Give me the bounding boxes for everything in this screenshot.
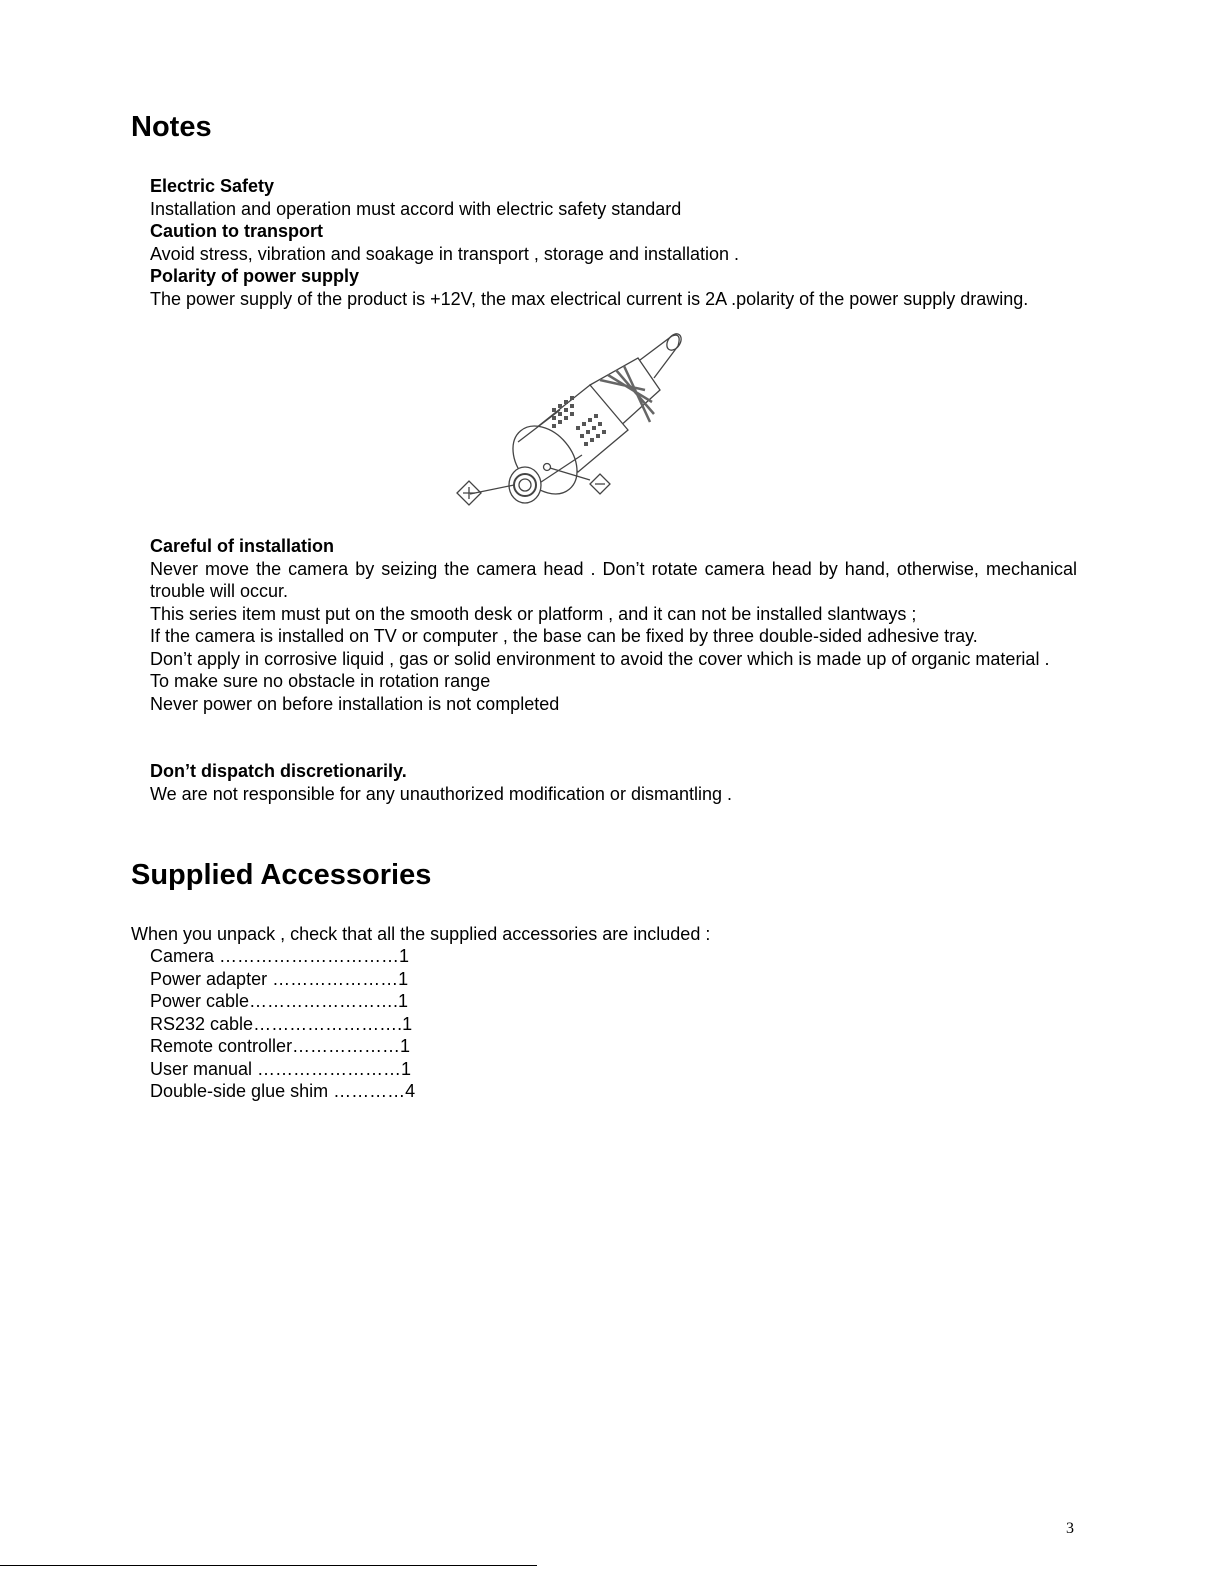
installation-line: This series item must put on the smooth desk or platform , and it can not be installed slantways ; [150,603,917,624]
polarity-title: Polarity of power supply [150,266,360,286]
accessories-heading: Supplied Accessories [131,859,432,891]
notes-section-top [150,175,1077,310]
power-connector-plug-icon [440,330,700,515]
list-item: User manual ……………………1 [150,1058,412,1079]
list-item: Double-side glue shim …………4 [150,1081,416,1101]
list-item: Camera …………………………1 [150,946,410,966]
installation-line: Never move the camera by seizing the camera head . Don’t rotate camera head by hand, otherwise, mechanical trouble will occur. [150,558,1077,601]
power-connector-figure [440,330,700,520]
page-number: 3 [1066,1520,1074,1537]
installation-title: Careful of installation [150,536,335,556]
electric-safety-title: Electric Safety [150,176,275,196]
list-item: Power adapter …………………1 [150,968,409,989]
electric-safety-text: Installation and operation must accord with electric safety standard [150,198,682,219]
accessories-intro: When you unpack , check that all the supplied accessories are included : [131,924,711,944]
installation-section [150,535,1077,715]
dispatch-title: Don’t dispatch discretionarily. [150,761,407,781]
dispatch-text: We are not responsible for any unauthorized modification or dismantling . [150,783,732,804]
notes-heading: Notes [131,111,212,143]
transport-title: Caution to transport [150,221,323,241]
list-item: Power cable…………………….1 [150,991,409,1011]
installation-line: To make sure no obstacle in rotation range [150,671,491,691]
accessories-list [150,945,1077,1103]
transport-text: Avoid stress, vibration and soakage in transport , storage and installation . [150,243,740,264]
list-item: Remote controller………………1 [150,1036,411,1056]
dispatch-section [150,760,1077,805]
polarity-text: The power supply of the product is +12V, the max electrical current is 2A .polarity of the power supply drawing. [150,288,1029,309]
footer-divider [0,1565,537,1566]
installation-line: Don’t apply in corrosive liquid , gas or solid environment to avoid the cover which is made up of organic material . [150,648,1050,669]
list-item: RS232 cable…………………….1 [150,1013,413,1034]
installation-line: If the camera is installed on TV or computer , the base can be fixed by three double-sided adhesive tray. [150,626,978,646]
installation-line: Never power on before installation is not completed [150,693,560,714]
